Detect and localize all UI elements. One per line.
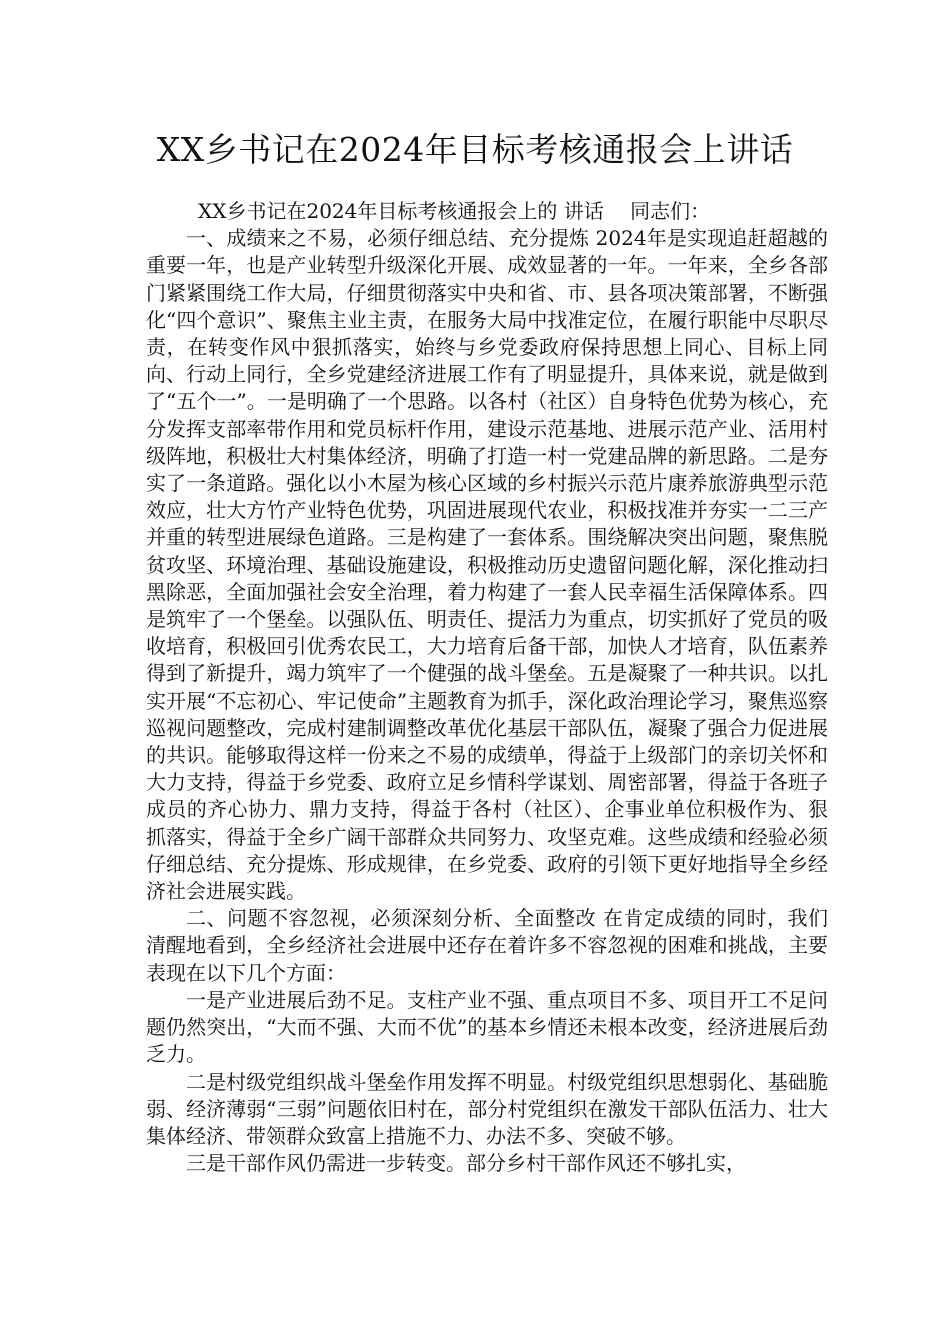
problem-one-paragraph: 一是产业进展后劲不足。支柱产业不强、重点项目不多、项目开工不足问题仍然突出，“大而不强、大而不优”的基本乡情还未根本改变，经济进展后劲乏力。 xyxy=(146,987,828,1067)
problem-two-paragraph: 二是村级党组织战斗堡垒作用发挥不明显。村级党组织思想弱化、基础脆弱、经济薄弱“三弱”问题依旧村在，部分村党组织在激发干部队伍活力、壮大集体经济、带领群众致富上措施不力、办法不多、突破不够。 xyxy=(146,1069,828,1148)
problems-intro-paragraph: 二、问题不容忽视，必须深刻分析、全面整改 在肯定成绩的同时，我们清醒地看到，全乡经济社会进展中还存在着许多不容忽视的困难和挑战，主要表现在以下几个方面： xyxy=(146,906,828,985)
document-body xyxy=(146,198,828,1177)
problem-three-paragraph: 三是干部作风仍需进一步转变。部分乡村干部作风还不够扎实， xyxy=(186,1151,746,1176)
document-title: XX乡书记在2024年目标考核通报会上讲话 xyxy=(156,130,794,169)
speech-heading-paragraph: XX乡书记在2024年目标考核通报会上的 讲话 同志们： xyxy=(198,199,711,223)
achievements-paragraph: 一、成绩来之不易，必须仔细总结、充分提炼 2024年是实现追赶超越的重要一年，也是产业转型升级深化开展、成效显著的一年。一年来，全乡各部门紧紧围绕工作大局，仔细贯彻落实中央和省、市、县各项决策部署，不断强化“四个意识”、聚焦主业主责，在服务大局中找准定位，在履行职能中尽职尽责，在转变作风中狠抓落实，始终与乡党委政府保持思想上同心、目标上同向、行动上同行，全乡党建经济进展工作有了明显提升，具体来说，就是做到了“五个一”。一是明确了一个思路。以各村（社区）自身特色优势为核心，充分发挥支部率带作用和党员标杆作用，建设示范基地、进展示范产业、活用村级阵地，积极壮大村集体经济，明确了打造一村一党建品牌的新思路。二是夯实了一条道路。强化以小木屋为核心区域的乡村振兴示范片康养旅游典型示范效应，壮大方竹产业特色优势，巩固进展现代农业，积极找准并夯实一二三产并重的转型进展绿色道路。三是构建了一套体系。围绕解决突出问题，聚焦脱贫攻坚、环境治理、基础设施建设，积极推动历史遗留问题化解，深化推动扫黑除恶，全面加强社会安全治理，着力构建了一套人民幸福生活保障体系。四是筑牢了一个堡垒。以强队伍、明责任、提活力为重点，切实抓好了党员的吸收培育，积极回引优秀农民工，大力培育后备干部，加快人才培育，队伍素养得到了新提升，竭力筑牢了一个健强的战斗堡垒。五是凝聚了一种共识。以扎实开展“不忘初心、牢记使命”主题教育为抓手，深化政治理论学习，聚焦巡察巡视问题整改，完成村建制调整改革优化基层干部队伍，凝聚了强合力促进展的共识。能够取得这样一份来之不易的成绩单，得益于上级部门的亲切关怀和大力支持，得益于乡党委、政府立足乡情科学谋划、周密部署，得益于各班子成员的齐心协力、鼎力支持，得益于各村（社区）、企事业单位积极作为、狠抓落实，得益于全乡广阔干部群众共同努力、攻坚克难。这些成绩和经验必须仔细总结、充分提炼、形成规律，在乡党委、政府的引领下更好地指导全乡经济社会进展实践。 xyxy=(146,226,828,904)
